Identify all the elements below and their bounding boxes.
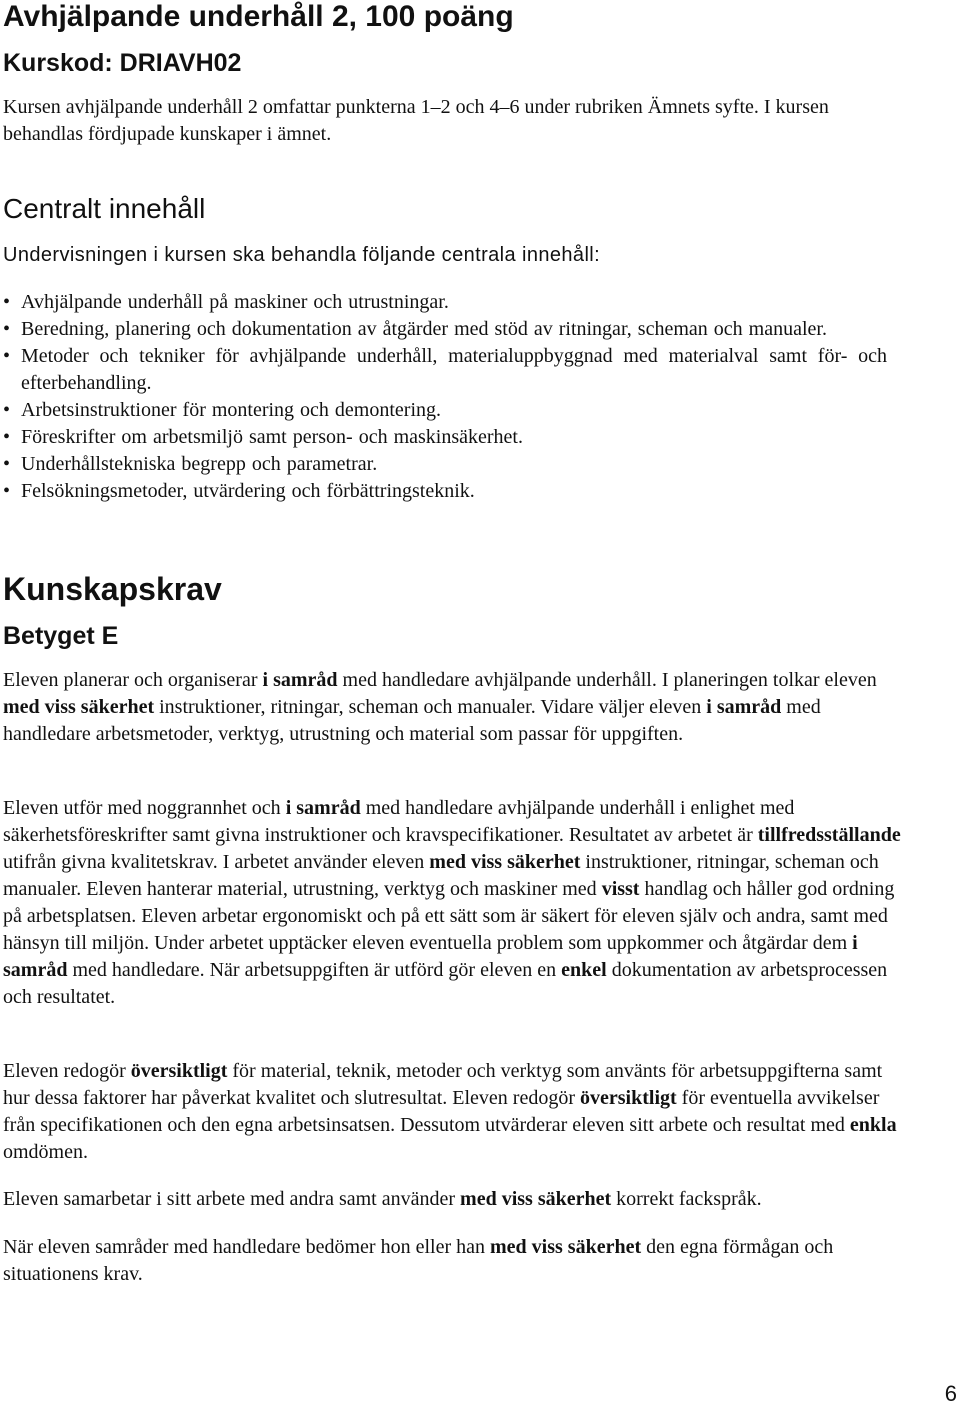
list-item xyxy=(3,316,887,343)
paragraph-text: för material, teknik, metoder och verktyg som använts för arbetsuppgifterna samt hur dessa faktorer har påverkat kvalitet och slutresultat. Eleven redogör xyxy=(3,1060,883,1109)
paragraph-text: den egna förmågan och situationens krav. xyxy=(3,1236,834,1285)
page-number: 6 xyxy=(944,1381,957,1406)
knowledge-requirements-heading: Kunskapskrav xyxy=(3,571,222,607)
emphasis-text: i samråd xyxy=(285,797,361,819)
paragraph-text: Eleven utför med noggrannhet och xyxy=(3,797,286,819)
emphasis-text: med viss säkerhet xyxy=(490,1236,642,1258)
requirement-paragraph xyxy=(3,1058,903,1166)
emphasis-text: tillfredsställande xyxy=(757,824,901,846)
paragraph-text: för eventuella avvikelser från specifikationen och den egna arbetsinsatsen. Dessutom utvärderar eleven sitt arbete och resultat med xyxy=(3,1087,880,1136)
paragraph-text: korrekt fackspråk. xyxy=(611,1188,762,1210)
bullet-icon: • xyxy=(3,291,11,313)
paragraph-text: Eleven samarbetar i sitt arbete med andra samt använder xyxy=(3,1188,461,1210)
requirement-paragraph xyxy=(3,667,903,748)
list-item-text: Felsökningsmetoder, utvärdering och förbättringsteknik. xyxy=(21,480,475,502)
paragraph-text: handlag och håller god ordning på arbetsplatsen. Eleven arbetar ergonomiskt och på ett sätt som är säkert för eleven själv och andra, samt med hänsyn till miljön. Under arbetet upptäcker eleven eventuella problem som uppkommer och åtgärdar dem xyxy=(3,878,895,954)
requirement-paragraph xyxy=(3,1234,903,1288)
paragraph-text: Eleven planerar och organiserar xyxy=(3,669,263,691)
list-item xyxy=(3,451,887,478)
emphasis-text: i samråd xyxy=(706,696,782,718)
bullet-icon: • xyxy=(3,399,11,421)
grade-e-heading: Betyget E xyxy=(3,622,119,650)
list-item-text: Föreskrifter om arbetsmiljö samt person- och maskinsäkerhet. xyxy=(21,426,523,448)
course-code: Kurskod: DRIAVH02 xyxy=(3,49,242,77)
central-content-lead: Undervisningen i kursen ska behandla följande centrala innehåll: xyxy=(3,244,601,266)
list-item xyxy=(3,397,887,424)
central-content-heading: Centralt innehåll xyxy=(3,193,206,224)
emphasis-text: med viss säkerhet xyxy=(429,851,581,873)
course-intro: Kursen avhjälpande underhåll 2 omfattar punkterna 1–2 och 4–6 under rubriken Ämnets syfte. I kursen behandlas fördjupade kunskaper i ämnet. xyxy=(3,96,829,145)
bullet-icon: • xyxy=(3,453,11,475)
emphasis-text: enkla xyxy=(849,1114,897,1136)
paragraph-text: med handledare avhjälpande underhåll. I planeringen tolkar eleven xyxy=(337,669,877,691)
central-content-list xyxy=(3,289,887,505)
requirement-paragraph xyxy=(3,795,903,1011)
list-item-text: Avhjälpande underhåll på maskiner och utrustningar. xyxy=(21,291,449,313)
paragraph-text: omdömen. xyxy=(3,1141,88,1163)
bullet-icon: • xyxy=(3,345,11,367)
bullet-icon: • xyxy=(3,426,11,448)
paragraph-text: Eleven redogör xyxy=(3,1060,131,1082)
emphasis-text: i samråd xyxy=(262,669,338,691)
paragraph-text: instruktioner, ritningar, scheman och manualer. Vidare väljer eleven xyxy=(154,696,707,718)
bullet-icon: • xyxy=(3,480,11,502)
paragraph-text: utifrån givna kvalitetskrav. I arbetet använder eleven xyxy=(3,851,430,873)
list-item xyxy=(3,289,887,316)
list-item xyxy=(3,478,887,505)
paragraph-text: instruktioner, ritningar, scheman och manualer. Eleven hanterar material, utrustning, verktyg och maskiner med xyxy=(3,851,879,900)
list-item-text: Beredning, planering och dokumentation av åtgärder med stöd av ritningar, scheman och manualer. xyxy=(21,318,827,340)
emphasis-text: översiktligt xyxy=(130,1060,228,1082)
list-item-text: Metoder och tekniker för avhjälpande underhåll, materialuppbyggnad med materialval samt för- och efterbehandling. xyxy=(21,345,887,394)
list-item-text: Arbetsinstruktioner för montering och demontering. xyxy=(21,399,442,421)
emphasis-text: med viss säkerhet xyxy=(460,1188,612,1210)
paragraph-text: med handledare avhjälpande underhåll i enlighet med säkerhetsföreskrifter samt givna instruktioner och kravspecifikationer. Resultatet av arbetet är xyxy=(3,797,795,846)
emphasis-text: visst xyxy=(601,878,640,900)
emphasis-text: översiktligt xyxy=(580,1087,677,1109)
list-item xyxy=(3,424,887,451)
requirement-paragraph xyxy=(3,1186,903,1213)
emphasis-text: med viss säkerhet xyxy=(3,696,155,718)
paragraph-text: med handledare arbetsmetoder, verktyg, utrustning och material som passar för uppgiften. xyxy=(3,696,821,745)
paragraph-text: dokumentation av arbetsprocessen och resultatet. xyxy=(3,959,888,1008)
bullet-icon: • xyxy=(3,318,11,340)
list-item-text: Underhållstekniska begrepp och parametrar. xyxy=(21,453,378,475)
paragraph-text: med handledare. När arbetsuppgiften är utförd gör eleven en xyxy=(67,959,562,981)
course-title: Avhjälpande underhåll 2, 100 poäng xyxy=(3,0,514,33)
paragraph-text: När eleven samråder med handledare bedömer hon eller han xyxy=(3,1236,490,1258)
emphasis-text: i samråd xyxy=(3,932,858,981)
emphasis-text: enkel xyxy=(561,959,607,981)
list-item xyxy=(3,343,887,397)
